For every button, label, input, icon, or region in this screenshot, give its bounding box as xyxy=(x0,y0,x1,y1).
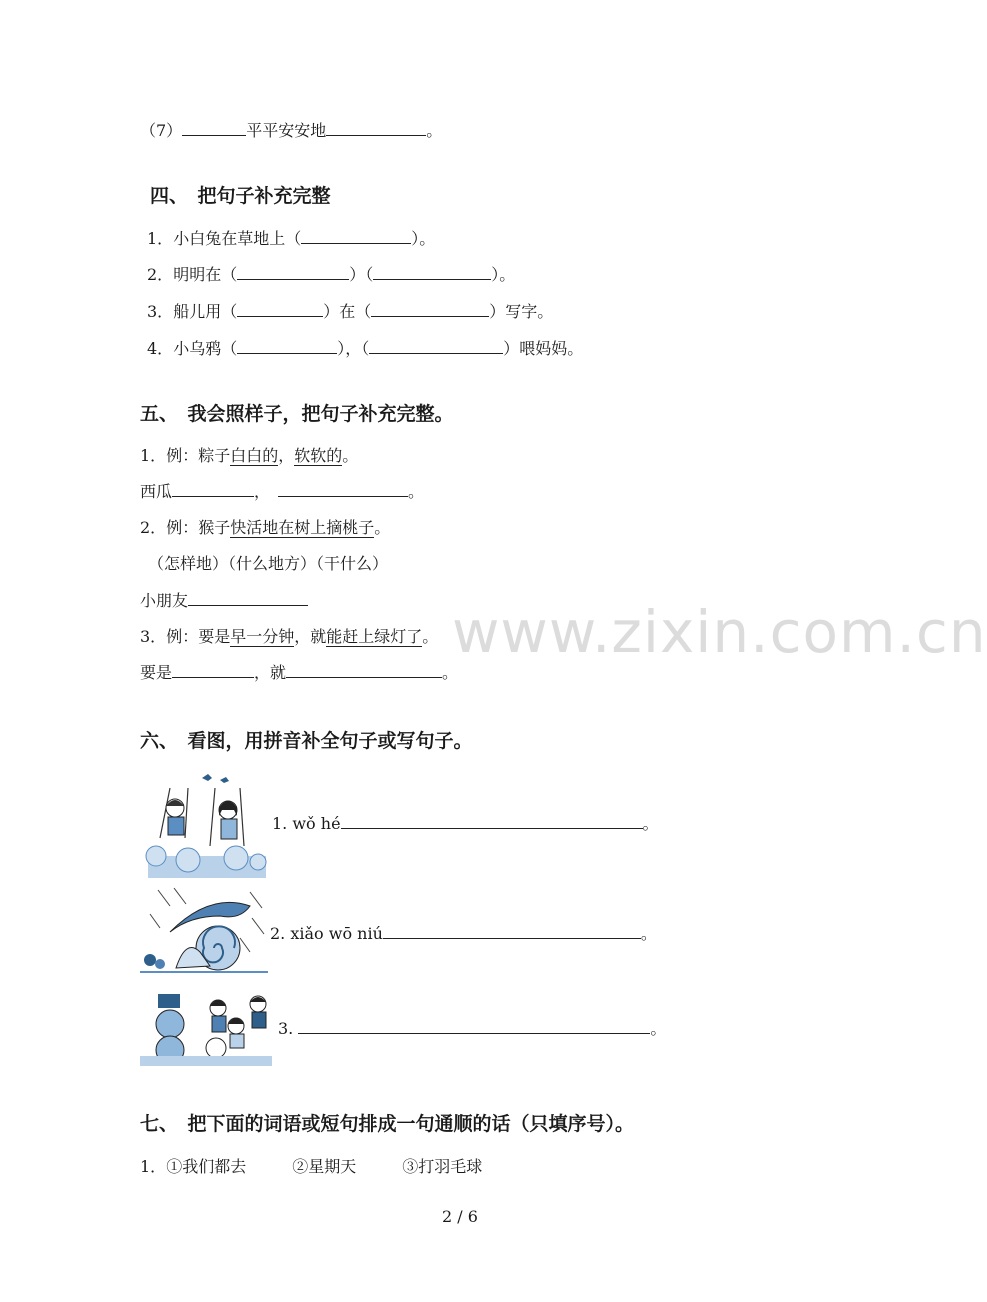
item-7-blank-1[interactable] xyxy=(182,121,246,136)
s4-q2-blank-2[interactable] xyxy=(373,265,491,280)
s7-option-1: ①我们都去 xyxy=(166,1157,247,1176)
s5-fill-3: 要是 ，就 。 xyxy=(140,663,459,682)
s5-fill-1-blank-1[interactable] xyxy=(172,482,254,497)
s5-fill-2: 小朋友 xyxy=(140,590,308,612)
s4-q4-blank-2[interactable] xyxy=(369,339,503,354)
section-6-title: 六、 看图，用拼音补全句子或写句子。 xyxy=(140,730,473,752)
s5-example-2: 2．例：猴子快活地在树上摘桃子。 xyxy=(140,518,391,537)
s4-question-2: 2．明明在（ ）（ ）。 xyxy=(147,265,516,284)
s7-question-1: 1．①我们都去 ②星期天 ③打羽毛球 xyxy=(140,1157,483,1176)
s5-fill-3-blank-1[interactable] xyxy=(172,663,254,678)
section-4-title: 四、 把句子补充完整 xyxy=(150,185,331,207)
s5-fill-2-blank[interactable] xyxy=(188,591,308,606)
item-7-text: 平平安安地 xyxy=(246,121,327,140)
s4-q2-blank-1[interactable] xyxy=(237,265,349,280)
s6-q1-blank[interactable] xyxy=(341,814,643,829)
snail-rain-illustration xyxy=(140,884,270,976)
s6-q2-blank[interactable] xyxy=(383,924,641,939)
s5-hint: （怎样地）（什么地方）（干什么） xyxy=(148,554,389,573)
s6-question-3: 3. 。 xyxy=(278,1019,667,1038)
s5-fill-1: 西瓜 ， 。 xyxy=(140,482,425,501)
page-number: 2 / 6 xyxy=(442,1207,478,1226)
s6-q2-pinyin: xiǎo wō niú xyxy=(290,924,383,943)
section-7-title: 七、 把下面的词语或短句排成一句通顺的话（只填序号）。 xyxy=(140,1113,635,1135)
s6-question-1: 1. wǒ hé 。 xyxy=(272,814,659,833)
s4-q1-blank[interactable] xyxy=(301,229,411,244)
s6-question-2: 2. xiǎo wō niú 。 xyxy=(270,924,657,943)
item-7: （7） 平平安安地 。 xyxy=(140,121,443,140)
s5-fill-1-blank-2[interactable] xyxy=(278,482,408,497)
s5-fill-3-blank-2[interactable] xyxy=(286,663,442,678)
section-5-title: 五、 我会照样子，把句子补充完整。 xyxy=(140,403,454,425)
s4-question-3: 3．船儿用（ ）在（ ）写字。 xyxy=(147,302,554,321)
s7-option-3: ③打羽毛球 xyxy=(402,1157,483,1176)
s7-option-2: ②星期天 xyxy=(292,1157,357,1176)
s6-q1-pinyin: wǒ hé xyxy=(292,814,341,833)
item-7-number: （7） xyxy=(140,121,183,140)
s4-q3-blank-1[interactable] xyxy=(237,302,323,317)
s5-example-3: 3．例：要是早一分钟，就能赶上绿灯了。 xyxy=(140,627,439,646)
s4-q4-blank-1[interactable] xyxy=(237,339,337,354)
s4-question-1: 1．小白兔在草地上（ ）。 xyxy=(147,229,436,248)
s5-example-1: 1．例：粽子白白的，软软的。 xyxy=(140,446,359,465)
snowman-children-illustration xyxy=(140,990,274,1066)
s6-q3-blank[interactable] xyxy=(298,1019,650,1034)
item-7-blank-2[interactable] xyxy=(326,121,426,136)
watermark: www.zixin.com.cn xyxy=(452,598,987,666)
s4-q3-blank-2[interactable] xyxy=(371,302,489,317)
swing-children-illustration xyxy=(140,768,270,880)
s4-question-4: 4．小乌鸦（ ），（ ）喂妈妈。 xyxy=(147,339,584,358)
